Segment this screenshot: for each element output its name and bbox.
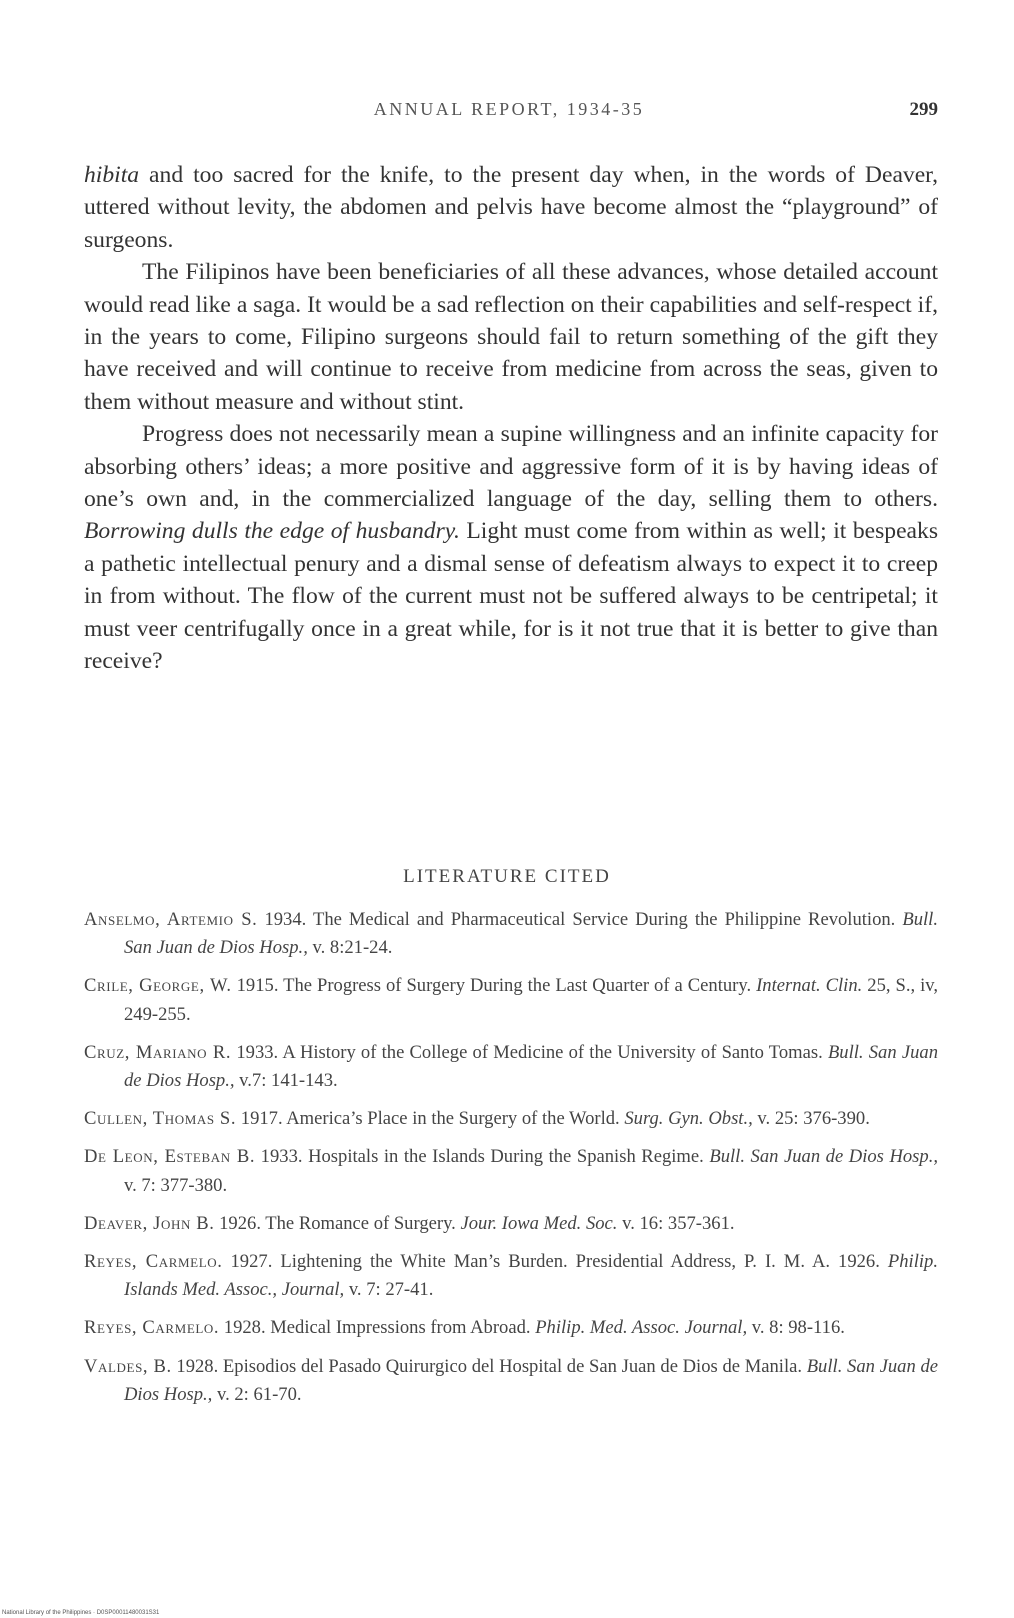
reference-author: Cruz, Mariano R. — [84, 1041, 232, 1063]
reference-item — [84, 1353, 938, 1409]
reference-text: 1917. America’s Place in the Surgery of the World. — [236, 1108, 625, 1130]
reference-author: Reyes, Carmelo. — [84, 1317, 220, 1339]
reference-item — [84, 1314, 938, 1342]
reference-journal: Philip. Med. Assoc. Journal, — [535, 1317, 748, 1339]
literature-heading: LITERATURE CITED — [403, 866, 611, 887]
page-number: 299 — [909, 99, 938, 120]
reference-tail: 25, S., iv, 249-255. — [124, 975, 939, 1025]
body-text — [84, 159, 938, 678]
reference-tail: v. 16: 357-361. — [617, 1212, 735, 1234]
reference-item — [84, 906, 938, 962]
paragraph-text: Light must come from within as well; it bespeaks a pathetic intellectual penury and a dismal sense of defeatism always to expect it to creep in from without. The flow of the current must not be suffered always to be centripetal; it must veer centrifugally once in a great while, for is it not true that it is better to give than receive? — [84, 518, 939, 675]
reference-journal: Jour. Iowa Med. Soc. — [460, 1212, 618, 1234]
scan-footer-note: National Library of the Philippines · D0SP00011480031S31 — [2, 1610, 160, 1616]
paragraph-3 — [84, 418, 938, 677]
reference-journal: Bull. San Juan de Dios Hosp., — [709, 1146, 938, 1168]
reference-text: 1928. Episodios del Pasado Quirurgico del Hospital de San Juan de Dios de Manila. — [171, 1355, 807, 1377]
page-header — [80, 99, 938, 127]
reference-tail: v. 8: 98-116. — [747, 1317, 845, 1339]
paragraph-text: and too sacred for the knife, to the present day when, in the words of Deaver, uttered without levity, the abdomen and pelvis have become almost the “playground” of surgeons. — [84, 162, 938, 253]
reference-text: 1926. The Romance of Surgery. — [214, 1212, 461, 1234]
reference-item — [84, 1210, 938, 1238]
reference-journal: Surg. Gyn. Obst., — [624, 1108, 753, 1130]
reference-item — [84, 1143, 938, 1199]
reference-tail: v. 2: 61-70. — [212, 1383, 302, 1405]
reference-author: Deaver, John B. — [84, 1212, 215, 1234]
reference-item — [84, 1248, 938, 1304]
reference-author: Valdes, B. — [84, 1355, 172, 1377]
reference-text: 1915. The Progress of Surgery During the Last Quarter of a Century. — [231, 975, 757, 997]
reference-journal: Bull. San Juan de Dios Hosp., — [124, 1041, 938, 1092]
paragraph-1 — [84, 159, 938, 256]
running-title: ANNUAL REPORT, 1934-35 — [373, 99, 645, 119]
reference-tail: v. 8:21-24. — [307, 937, 393, 959]
reference-item — [84, 972, 938, 1028]
reference-journal: Internat. Clin. — [756, 975, 863, 997]
reference-text: 1933. Hospitals in the Islands During the Spanish Regime. — [255, 1146, 710, 1168]
italic-quote: Borrowing dulls the edge of husbandry. — [84, 518, 460, 545]
reference-item — [84, 1039, 938, 1095]
reference-author: Cullen, Thomas S. — [84, 1108, 237, 1130]
reference-tail: v. 7: 377-380. — [124, 1174, 228, 1196]
references-list — [84, 906, 938, 1419]
reference-tail: v. 25: 376-390. — [752, 1108, 870, 1130]
reference-journal: Bull. San Juan de Dios Hosp., — [124, 1355, 938, 1405]
reference-text: 1927. Lightening the White Man’s Burden. Presidential Address, P. I. M. A. 1926. — [222, 1251, 888, 1273]
reference-journal: Philip. Islands Med. Assoc., Journal, — [124, 1251, 938, 1301]
reference-author: Crile, George, W. — [84, 975, 232, 997]
reference-item — [84, 1105, 938, 1133]
reference-author: De Leon, Esteban B. — [84, 1146, 256, 1168]
reference-journal: Bull. San Juan de Dios Hosp., — [124, 909, 938, 959]
reference-tail: v. 7: 27-41. — [344, 1279, 434, 1301]
paragraph-text: Progress does not necessarily mean a supine willingness and an infinite capacity for absorbing others’ ideas; a more positive and aggressive form of it is by having ideas of one’s own and, in the commercialized language of the day, selling them to others. — [84, 421, 938, 513]
reference-text: 1928. Medical Impressions from Abroad. — [219, 1317, 536, 1339]
italic-fragment: hibita — [84, 162, 140, 188]
reference-tail: v.7: 141-143. — [234, 1070, 338, 1092]
reference-author: Reyes, Carmelo. — [84, 1251, 223, 1273]
paragraph-2: The Filipinos have been beneficiaries of all these advances, whose detailed account would read like a saga. It would be a sad reflection on their capabilities and self-respect if, in the years to come, Filipino surgeons should fail to return something of the gift they have received and will continue to receive from medicine from across the seas, given to them without measure and without stint. — [84, 259, 938, 415]
reference-text: 1933. A History of the College of Medicine of the University of Santo Tomas. — [231, 1041, 828, 1063]
reference-text: 1934. The Medical and Pharmaceutical Service During the Philippine Revolution. — [257, 909, 903, 930]
reference-author: Anselmo, Artemio S. — [84, 909, 258, 930]
